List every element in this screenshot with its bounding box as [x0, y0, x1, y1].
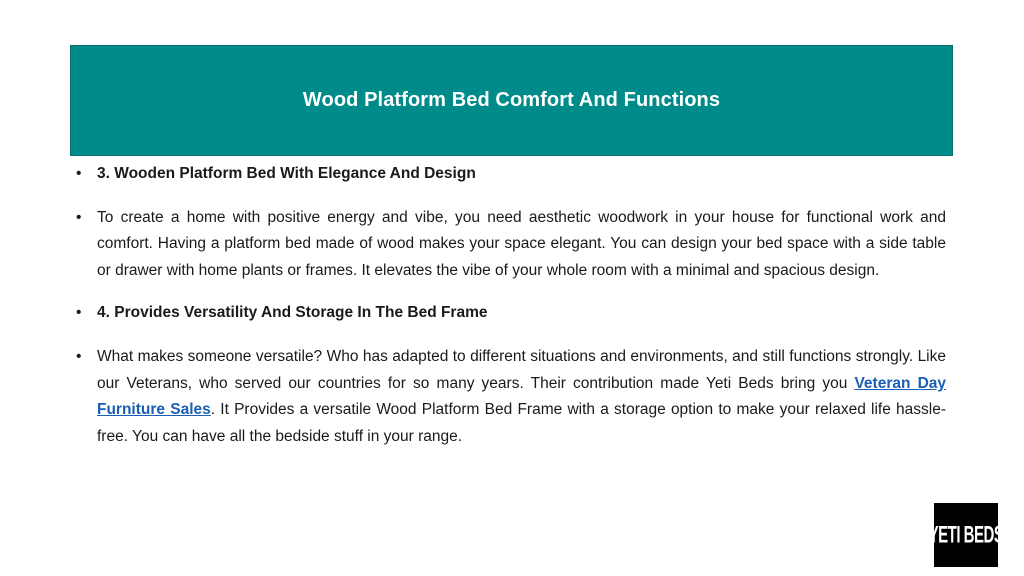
veteran-day-sales-link[interactable]: Veteran Day Furniture Sales [97, 374, 947, 419]
bullet-heading-3 [74, 161, 946, 188]
bullet-text: To create a home with positive energy and vibe, you need aesthetic woodwork in your house for functional work and comfort. Having a platform bed made of wood makes your space elegant. You can design your bed space with a side table or drawer with home plants or frames. It elevates the vibe of your whole room with a minimal and spacious design. [97, 208, 946, 279]
bullet-paragraph-elegance [74, 205, 946, 285]
bullet-text: 4. Provides Versatility And Storage In The Bed Frame [97, 304, 488, 322]
logo-text: YETI BEDS [928, 521, 1004, 549]
bullet-dot: • [76, 347, 82, 365]
bullet-dot: • [76, 304, 82, 322]
bullet-dot: • [76, 208, 82, 226]
bullet-text: 3. Wooden Platform Bed With Elegance And Design [97, 165, 476, 182]
slide-content [74, 161, 946, 466]
slide-title: Wood Platform Bed Comfort And Functions [302, 89, 721, 111]
bullet-heading-4 [74, 300, 946, 327]
bullet-dot: • [76, 165, 82, 182]
yeti-beds-logo [928, 503, 1004, 567]
bullet-paragraph-versatility [74, 344, 946, 450]
bullet-text-after-link: . It Provides a versatile Wood Platform Bed Frame with a storage option to make your relaxed life hassle-free. You can have all the bedside stuff in your range. [97, 401, 946, 445]
bullet-text-before-link: What makes someone versatile? Who has adapted to different situations and environments, and still functions strongly. Like our Veterans, who served our countries for so many years. Their contribution made Yeti Beds bring you [97, 347, 946, 392]
title-banner [70, 45, 953, 156]
